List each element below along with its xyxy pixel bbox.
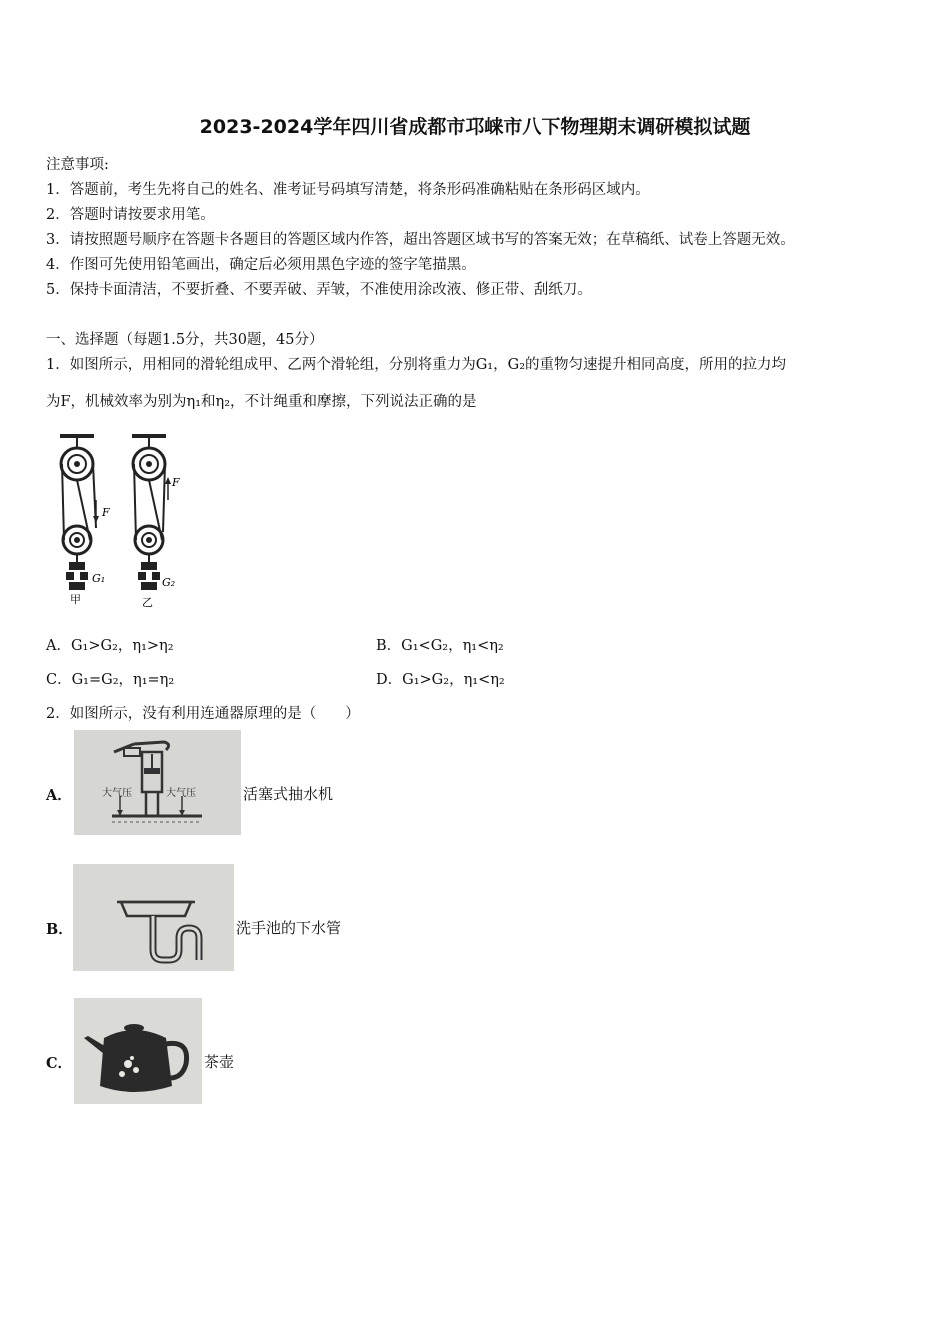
page-title: 2023-2024学年四川省成都市邛崃市八下物理期末调研模拟试题 <box>199 116 751 138</box>
q1-option-d: D．G₁>G₂，η₁<η₂ <box>376 672 505 688</box>
piston-pump-image <box>74 730 241 835</box>
q2-option-b-label: B． <box>46 921 73 938</box>
q1-option-c: C．G₁=G₂，η₁=η₂ <box>46 672 175 688</box>
sink-drain-image <box>73 864 234 971</box>
label-jia: 甲 <box>70 593 81 606</box>
q1-stem-line1: 1．如图所示，用相同的滑轮组成甲、乙两个滑轮组，分别将重力为G₁，G₂的重物匀速提升相同高度，所用的拉力均 <box>46 357 787 373</box>
pressure-label-left: 大气压 <box>102 788 132 799</box>
q2-option-a-caption: 活塞式抽水机 <box>243 785 334 803</box>
label-yi: 乙 <box>142 596 153 609</box>
section-heading: 一、选择题（每题1.5分，共30题，45分） <box>46 332 324 348</box>
note-item: 5．保持卡面清洁，不要折叠、不要弄破、弄皱，不准使用涂改液、修正带、刮纸刀。 <box>46 282 592 298</box>
q1-option-a: A．G₁>G₂，η₁>η₂ <box>46 638 174 654</box>
note-item: 3．请按照题号顺序在答题卡各题目的答题区域内作答，超出答题区域书写的答案无效；在草稿纸、试卷上答题无效。 <box>46 232 795 248</box>
q2-option-b-caption: 洗手池的下水管 <box>236 919 342 937</box>
q2-option-a-label: A． <box>46 787 72 804</box>
note-item: 1．答题前，考生先将自己的姓名、准考证号码填写清楚，将条形码准确粘贴在条形码区域内。 <box>46 182 650 198</box>
q2-stem: 2．如图所示，没有利用连通器原理的是（ ） <box>46 706 360 722</box>
teapot-image <box>74 998 202 1104</box>
label-F2: F <box>172 476 180 489</box>
label-F1: F <box>102 506 110 519</box>
note-item: 2．答题时请按要求用笔。 <box>46 207 215 223</box>
pulley-diagram <box>52 428 192 613</box>
q2-option-c-caption: 茶壶 <box>204 1053 235 1071</box>
pressure-label-right: 大气压 <box>166 788 196 799</box>
q2-option-c-label: C． <box>46 1055 73 1072</box>
q1-option-b: B．G₁<G₂，η₁<η₂ <box>376 638 504 654</box>
label-G2: G₂ <box>162 576 176 589</box>
notes-heading: 注意事项: <box>46 157 109 173</box>
q1-stem-line2: 为F，机械效率为别为η₁和η₂，不计绳重和摩擦，下列说法正确的是 <box>46 394 477 410</box>
note-item: 4．作图可先使用铅笔画出，确定后必须用黑色字迹的签字笔描黑。 <box>46 257 476 273</box>
label-G1: G₁ <box>92 572 106 585</box>
